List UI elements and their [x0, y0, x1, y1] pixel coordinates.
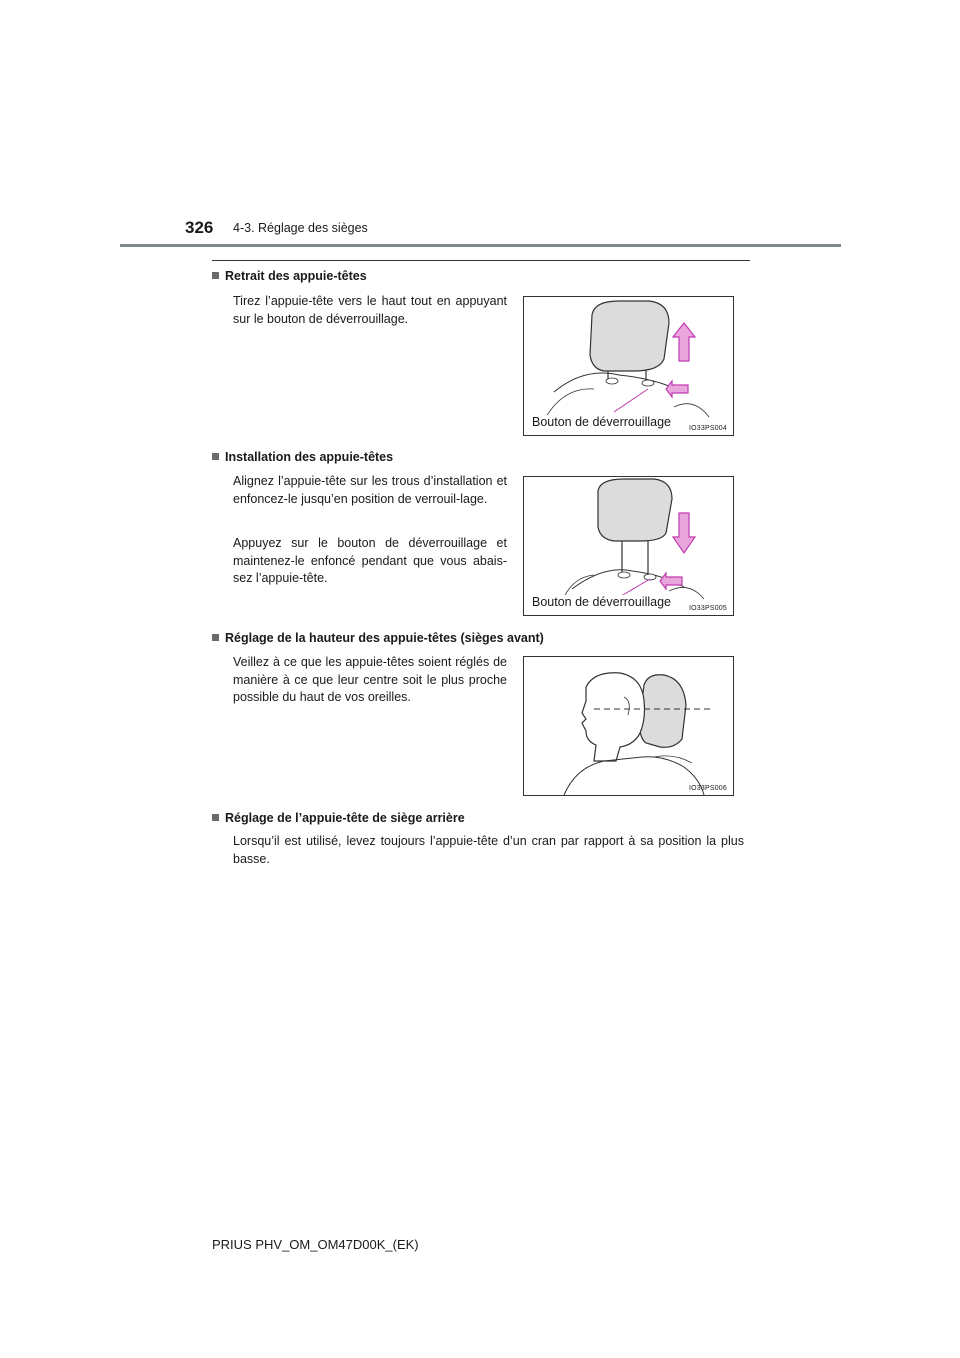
paragraph-removal: Tirez l’appuie-tête vers le haut tout en appuyant sur le bouton de déverrouillage. — [233, 294, 507, 326]
paragraph-height-adjust: Veillez à ce que les appuie-têtes soient réglés de manière à ce que leur centre soit le plus proche possible du haut de vos oreilles. — [233, 655, 507, 704]
content-rule — [212, 260, 750, 261]
heading-rear-seat — [212, 811, 465, 825]
section-title: 4-3. Réglage des sièges — [233, 221, 368, 235]
heading-removal-text: Retrait des appuie-têtes — [225, 269, 367, 283]
figure-height-adjust — [523, 656, 734, 796]
heading-rear-seat-text: Réglage de l’appuie-tête de siège arrière — [225, 811, 465, 825]
figure-label: Bouton de déverrouillage — [532, 415, 671, 429]
up-arrow-icon — [673, 323, 695, 361]
figure-removal — [523, 296, 734, 436]
heading-bullet-icon — [212, 272, 219, 279]
heading-installation — [212, 450, 393, 464]
footer-doc-id: PRIUS PHV_OM_OM47D00K_(EK) — [212, 1237, 419, 1252]
figure-code: IO33PS004 — [689, 425, 727, 432]
paragraph-installation-2: Appuyez sur le bouton de déverrouillage et maintenez-le enfoncé pendant que vous abais-sez l’appuie-tête. — [233, 536, 507, 585]
heading-height-adjust-text: Réglage de la hauteur des appuie-têtes (sièges avant) — [225, 631, 544, 645]
heading-removal — [212, 269, 367, 283]
head-position-illustration — [524, 657, 733, 795]
heading-bullet-icon — [212, 453, 219, 460]
figure-installation — [523, 476, 734, 616]
heading-bullet-icon — [212, 634, 219, 641]
heading-height-adjust — [212, 631, 544, 645]
paragraph-rear-seat: Lorsqu’il est utilisé, levez toujours l’appuie-tête d’un cran par rapport à sa position la plus basse. — [233, 834, 744, 866]
figure-code: IO33PS005 — [689, 605, 727, 612]
figure-code: IO33PS006 — [689, 785, 727, 792]
paragraph-installation-1: Alignez l’appuie-tête sur les trous d’installation et enfoncez-le jusqu’en position de verrouil-lage. — [233, 474, 507, 506]
heading-installation-text: Installation des appuie-têtes — [225, 450, 394, 464]
header-rule — [120, 244, 841, 247]
page-number: 326 — [185, 218, 214, 237]
heading-bullet-icon — [212, 814, 219, 821]
down-arrow-icon — [673, 513, 695, 553]
figure-label: Bouton de déverrouillage — [532, 595, 671, 609]
